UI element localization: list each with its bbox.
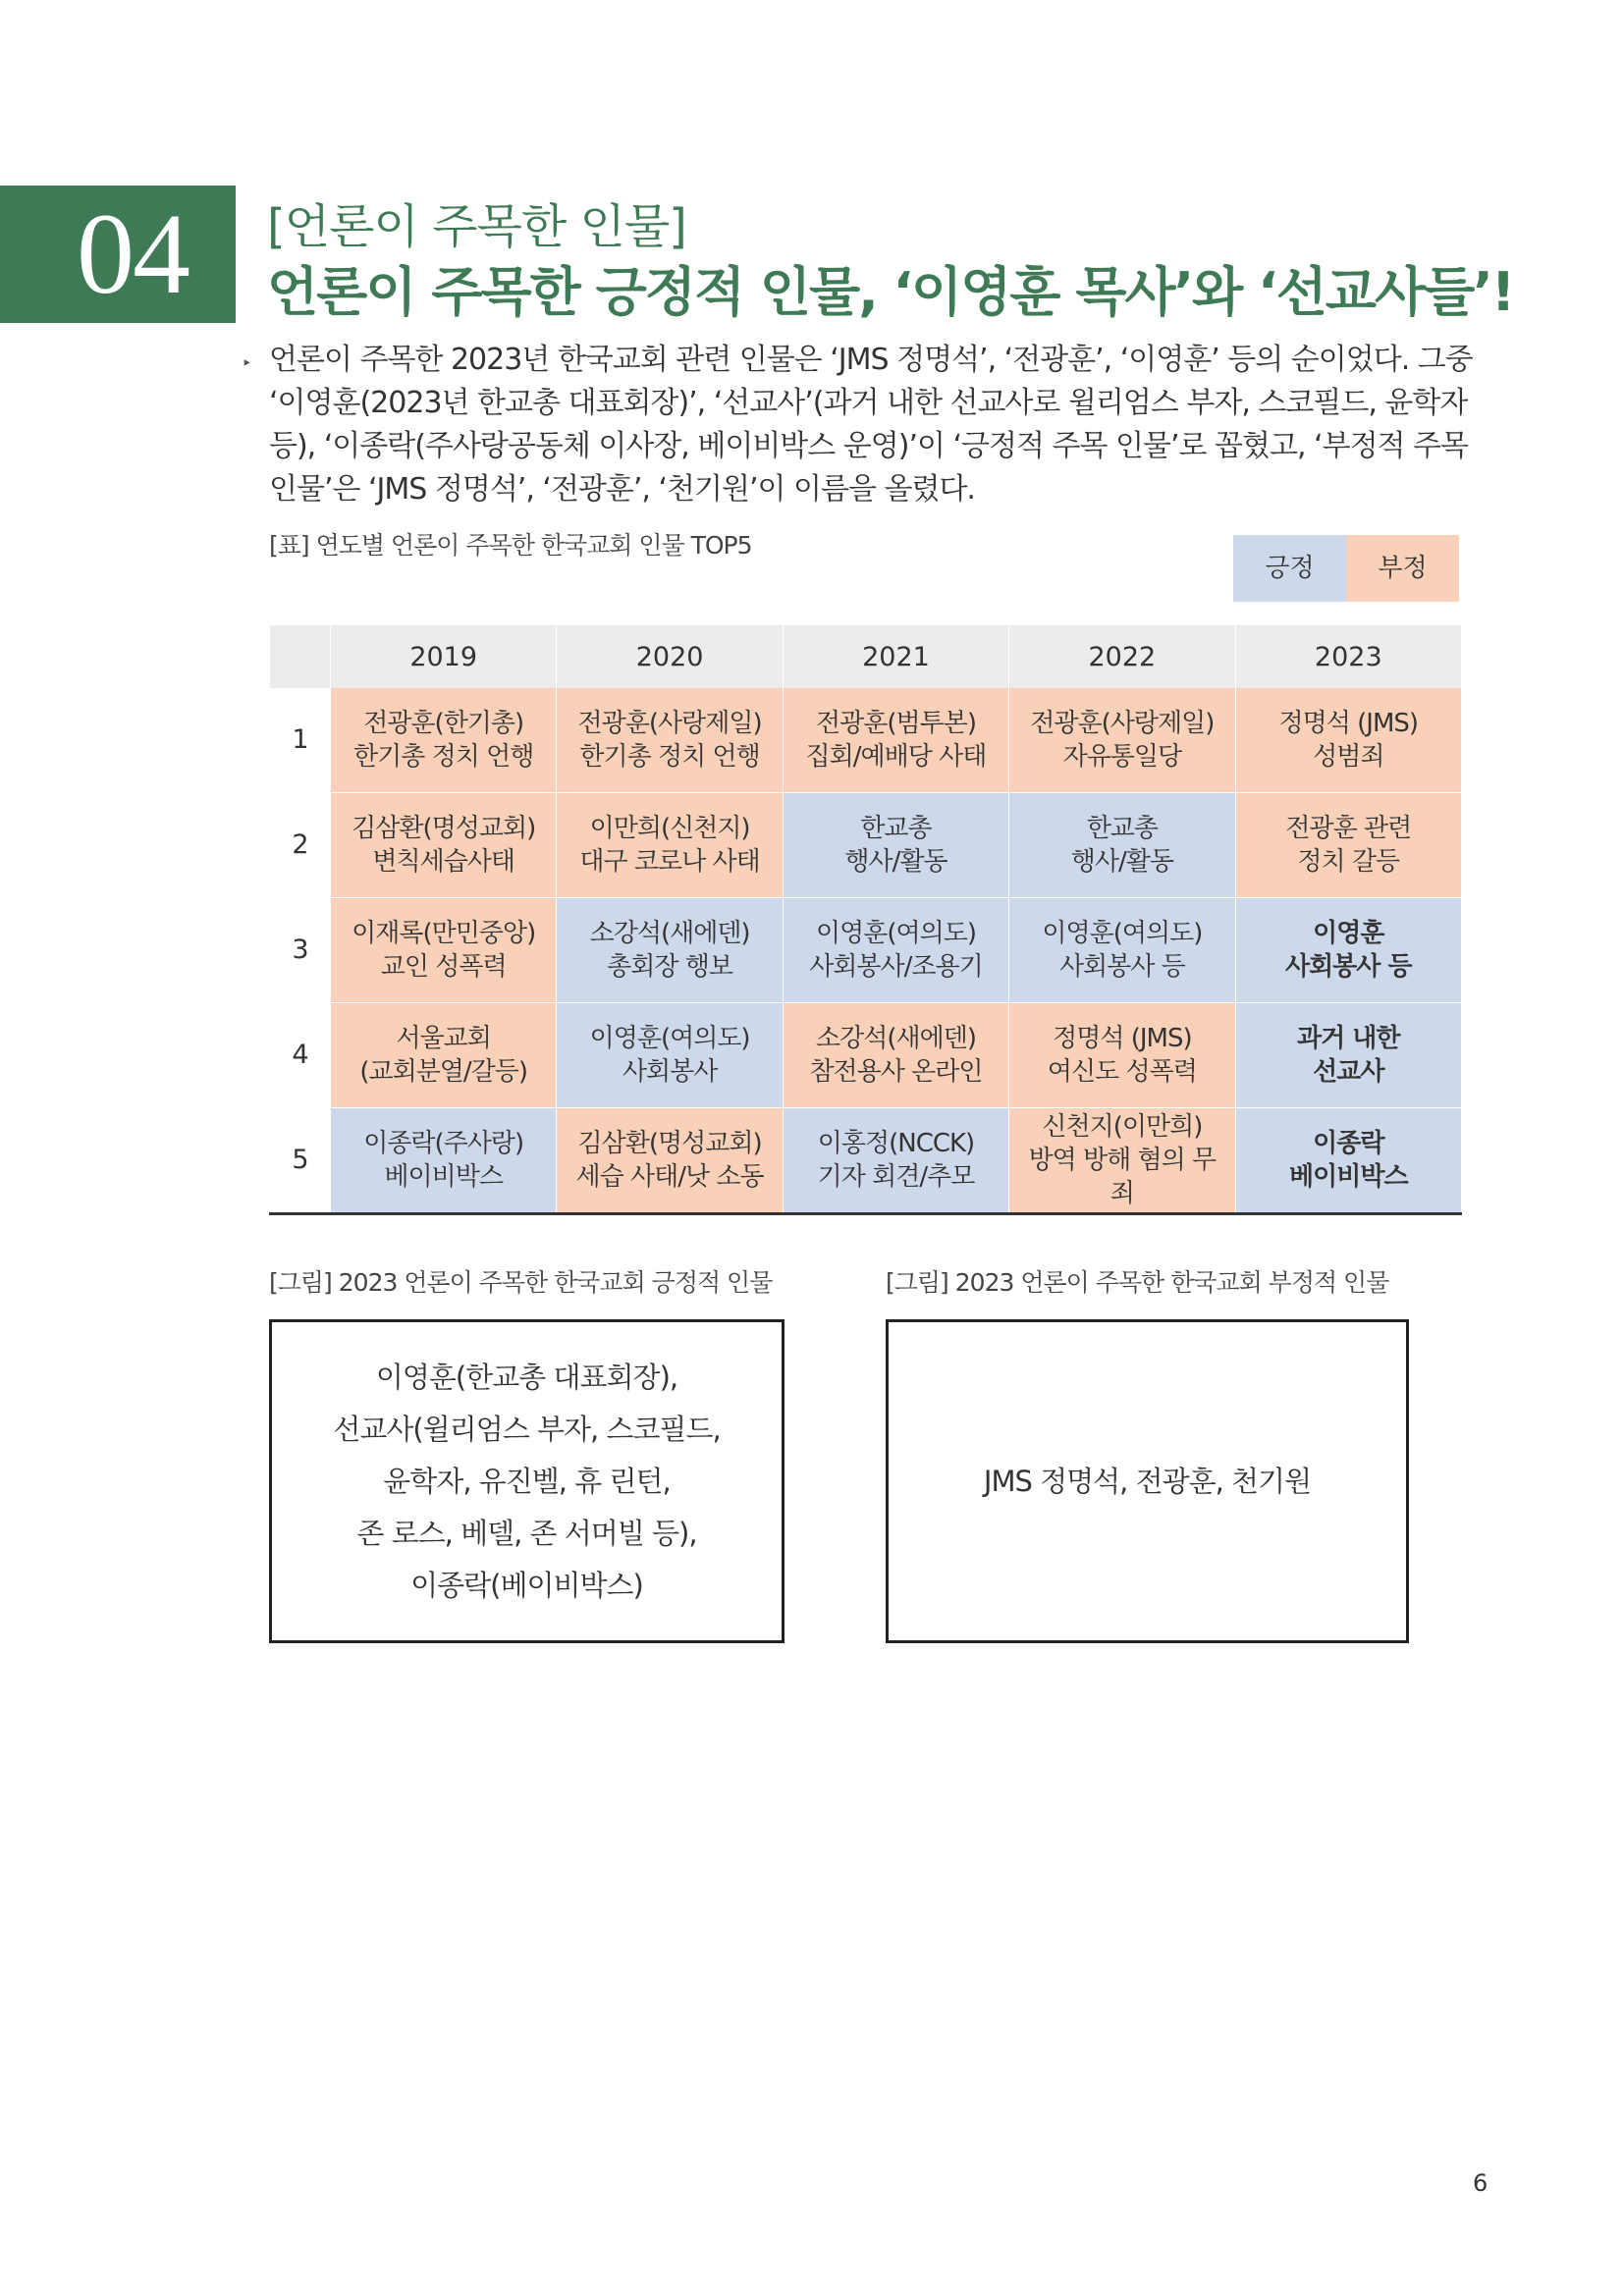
table-cell: 전광훈(한기총) 한기총 정치 언행	[331, 688, 557, 793]
section-number: 04	[0, 186, 236, 323]
bullet-icon: ‣	[242, 353, 251, 374]
positive-line: 이종락(베이비박스)	[410, 1568, 643, 1602]
summary-paragraph	[242, 339, 1483, 511]
table-caption: [표] 연도별 언론이 주목한 한국교회 인물 TOP5	[269, 531, 752, 560]
rank-cell: 1	[270, 688, 331, 793]
table-cell: 김삼환(명성교회) 세습 사태/낫 소동	[557, 1108, 783, 1214]
positive-line: 윤학자, 유진벨, 휴 린턴,	[383, 1464, 671, 1498]
rank-cell: 5	[270, 1108, 331, 1214]
positive-line: 존 로스, 베델, 존 서머빌 등),	[356, 1516, 697, 1550]
table-cell: 정명석 (JMS) 성범죄	[1235, 688, 1461, 793]
table-row	[270, 1003, 1462, 1108]
page-number: 6	[1473, 2169, 1488, 2197]
table-cell: 정명석 (JMS) 여신도 성폭력	[1009, 1003, 1235, 1108]
legend-negative: 부정	[1346, 535, 1459, 602]
table-cell: 이종락(주사랑) 베이비박스	[331, 1108, 557, 1214]
header-year: 2020	[557, 625, 783, 688]
table-cell: 김삼환(명성교회) 변칙세습사태	[331, 793, 557, 898]
table-cell: 전광훈(사랑제일) 한기총 정치 언행	[557, 688, 783, 793]
top5-table	[269, 625, 1462, 1215]
section-subtitle: [언론이 주목한 인물]	[267, 199, 686, 254]
table-cell: 이영훈(여의도) 사회봉사/조용기	[783, 898, 1008, 1003]
positive-figure-box	[269, 1319, 784, 1643]
table-cell-highlight: 이영훈 사회봉사 등	[1235, 898, 1461, 1003]
positive-figure-caption: [그림] 2023 언론이 주목한 한국교회 긍정적 인물	[269, 1268, 773, 1297]
table-cell: 신천지(이만희) 방역 방해 혐의 무 죄	[1009, 1108, 1235, 1214]
header-rank-corner	[270, 625, 331, 688]
positive-line: 선교사(윌리엄스 부자, 스코필드,	[333, 1412, 721, 1446]
rank-cell: 4	[270, 1003, 331, 1108]
header-year: 2019	[331, 625, 557, 688]
rank-cell: 3	[270, 898, 331, 1003]
table-row	[270, 688, 1462, 793]
table-cell: 서울교회 (교회분열/갈등)	[331, 1003, 557, 1108]
table-header-row	[270, 625, 1462, 688]
table-cell: 한교총 행사/활동	[783, 793, 1008, 898]
header-year: 2021	[783, 625, 1008, 688]
table-cell: 소강석(새에덴) 총회장 행보	[557, 898, 783, 1003]
table-row	[270, 1108, 1462, 1214]
positive-line: 이영훈(한교총 대표회장),	[375, 1360, 678, 1394]
rank-cell: 2	[270, 793, 331, 898]
table-cell-highlight: 이종락 베이비박스	[1235, 1108, 1461, 1214]
table-cell: 소강석(새에덴) 참전용사 온라인	[783, 1003, 1008, 1108]
table-cell: 이영훈(여의도) 사회봉사	[557, 1003, 783, 1108]
table-cell: 전광훈(사랑제일) 자유통일당	[1009, 688, 1235, 793]
table-cell: 이만희(신천지) 대구 코로나 사태	[557, 793, 783, 898]
table-cell-highlight: 과거 내한 선교사	[1235, 1003, 1461, 1108]
table-cell: 한교총 행사/활동	[1009, 793, 1235, 898]
table-row	[270, 898, 1462, 1003]
negative-figure-caption: [그림] 2023 언론이 주목한 한국교회 부정적 인물	[886, 1268, 1389, 1297]
legend-positive: 긍정	[1233, 535, 1346, 602]
header-year: 2022	[1009, 625, 1235, 688]
table-cell: 이영훈(여의도) 사회봉사 등	[1009, 898, 1235, 1003]
legend	[1233, 535, 1459, 602]
table-cell: 이재록(만민중앙) 교인 성폭력	[331, 898, 557, 1003]
table-cell: 전광훈 관련 정치 갈등	[1235, 793, 1461, 898]
table-cell: 이홍정(NCCK) 기자 회견/추모	[783, 1108, 1008, 1214]
table-cell: 전광훈(범투본) 집회/예배당 사태	[783, 688, 1008, 793]
header-year: 2023	[1235, 625, 1461, 688]
negative-figure-box	[886, 1319, 1409, 1643]
table-row	[270, 793, 1462, 898]
summary-text: 언론이 주목한 2023년 한국교회 관련 인물은 ‘JMS 정명석’, ‘전광훈’, ‘이영훈’ 등의 순이었다. 그중 ‘이영훈(2023년 한교총 대표회장)’, ‘선교사’(과거 내한 선교사로 윌리엄스 부자, 스코필드, 윤학자 등), ‘이종락(주사랑공동체 이사장, 베이비박스 운영)’이 ‘긍정적 주목 인물’로 꼽혔고, ‘부정적 주목 인물’은 ‘JMS 정명석’, ‘전광훈’, ‘천기원’이 이름을 올렸다.	[269, 343, 1473, 507]
negative-text: JMS 정명석, 전광훈, 천기원	[983, 1464, 1312, 1498]
section-title: 언론이 주목한 긍정적 인물, ‘이영훈 목사’와 ‘선교사들’!	[267, 261, 1514, 323]
